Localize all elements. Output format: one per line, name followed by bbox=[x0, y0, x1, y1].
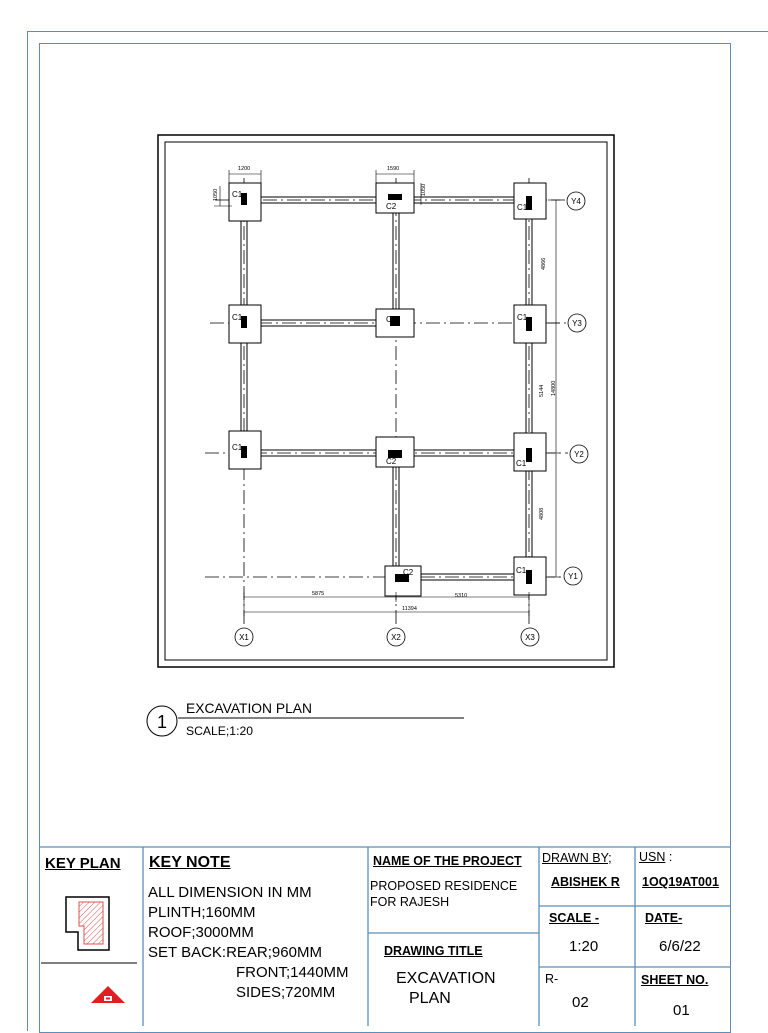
usn-heading bbox=[639, 850, 672, 864]
date-value: 6/6/22 bbox=[659, 938, 701, 955]
column-label: C1 bbox=[232, 190, 243, 199]
dimension-lines bbox=[214, 170, 560, 616]
drawn-by-heading: DRAWN BY; bbox=[542, 851, 612, 865]
key-note-line: SET BACK:REAR;960MM bbox=[148, 944, 322, 961]
drawing-title-line2: PLAN bbox=[409, 990, 451, 1007]
date-heading: DATE- bbox=[645, 911, 683, 925]
key-note-line: ROOF;3000MM bbox=[148, 924, 254, 941]
usn-value: 1OQ19AT001 bbox=[642, 875, 719, 889]
key-note-line: PLINTH;160MM bbox=[148, 904, 256, 921]
title-block-lines bbox=[39, 846, 731, 1026]
key-note-line: FRONT;1440MM bbox=[236, 964, 349, 981]
footing-pads bbox=[229, 183, 546, 596]
key-note-line: ALL DIMENSION IN MM bbox=[148, 884, 312, 901]
column-label: C2 bbox=[386, 202, 397, 211]
column-label: C2 bbox=[386, 315, 397, 324]
column-label: C2 bbox=[403, 568, 414, 577]
dim-text: 1590 bbox=[387, 166, 400, 172]
grid-label-x2: X2 bbox=[391, 633, 401, 642]
key-note-heading: KEY NOTE bbox=[149, 854, 231, 871]
sheet-no-value: 01 bbox=[673, 1002, 690, 1019]
drawing-number: 1 bbox=[156, 712, 168, 732]
project-name-line2: FOR RAJESH bbox=[370, 895, 450, 909]
project-name-line1: PROPOSED RESIDENCE bbox=[370, 879, 518, 893]
scale-value: 1:20 bbox=[569, 938, 599, 955]
usn-colon: : bbox=[668, 850, 673, 864]
dim-text: 1050 bbox=[421, 183, 427, 196]
dimension-texts bbox=[213, 166, 557, 612]
column-blocks bbox=[241, 193, 532, 584]
grid-label-y2: Y2 bbox=[574, 450, 584, 459]
key-plan-heading: KEY PLAN bbox=[45, 855, 121, 872]
scale-heading: SCALE - bbox=[549, 911, 599, 925]
usn-heading-text: USN bbox=[639, 850, 666, 864]
column-label: C1 bbox=[232, 313, 243, 322]
column-label: C1 bbox=[516, 566, 527, 575]
grid-label-y4: Y4 bbox=[571, 197, 581, 206]
grid-label-x3: X3 bbox=[525, 633, 535, 642]
grid-label-x1: X1 bbox=[239, 633, 249, 642]
column-label: C1 bbox=[232, 443, 243, 452]
dim-text: 14800 bbox=[551, 380, 557, 396]
column-label: C1 bbox=[517, 313, 528, 322]
dim-text: 4866 bbox=[541, 257, 547, 270]
title-block bbox=[39, 846, 731, 1026]
sheet-no-heading: SHEET NO. bbox=[641, 973, 709, 987]
drawing-title-line1: EXCAVATION bbox=[396, 970, 496, 987]
column-labels bbox=[232, 190, 528, 577]
dim-text: 1050 bbox=[213, 188, 219, 201]
north-arrow-icon bbox=[89, 984, 127, 1006]
grid-label-y3: Y3 bbox=[572, 319, 582, 328]
project-name-heading: NAME OF THE PROJECT bbox=[373, 854, 522, 868]
dim-text: 5875 bbox=[312, 591, 325, 597]
dim-text: 5144 bbox=[539, 384, 545, 397]
dim-text: 11394 bbox=[402, 606, 417, 612]
dim-text: 5310 bbox=[455, 593, 468, 599]
column-label: C1 bbox=[516, 459, 527, 468]
column-label: C1 bbox=[517, 203, 528, 212]
drawn-by-value: ABISHEK R bbox=[551, 875, 620, 889]
drawing-title-heading: DRAWING TITLE bbox=[384, 944, 483, 958]
revision-value: 02 bbox=[572, 994, 589, 1011]
revision-heading: R- bbox=[545, 972, 559, 986]
drawing-scale: SCALE;1:20 bbox=[186, 724, 254, 738]
dim-text: 4808 bbox=[539, 507, 545, 520]
dim-text: 1200 bbox=[238, 166, 251, 172]
drawing-title: EXCAVATION PLAN bbox=[186, 700, 312, 716]
column-label: C2 bbox=[386, 457, 397, 466]
trench-lines bbox=[240, 197, 532, 580]
key-plan-icon bbox=[63, 894, 113, 956]
grid-label-y1: Y1 bbox=[568, 572, 578, 581]
key-note-line: SIDES;720MM bbox=[236, 984, 336, 1001]
